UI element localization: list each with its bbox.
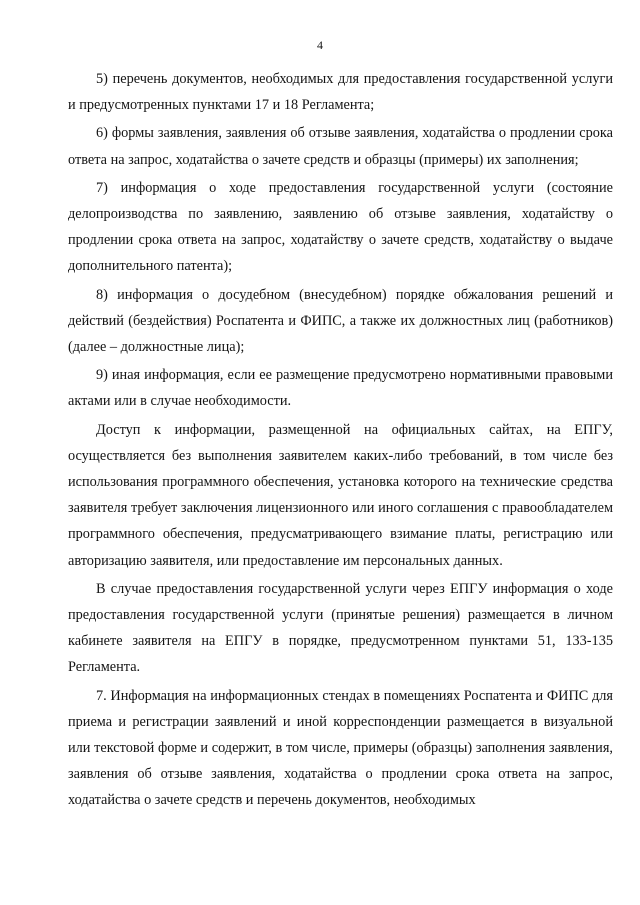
paragraph-item-6: 6) формы заявления, заявления об отзыве заявления, ходатайства о продлении срока ответа на запрос, ходатайства о зачете средств и образцы (примеры) их заполнения; bbox=[68, 125, 613, 168]
paragraph-access: Доступ к информации, размещенной на официальных сайтах, на ЕПГУ, осуществляется без выполнения заявителем каких-либо требований, в том числе без использования программного обеспечения, установка которого на технические средства заявителя требует заключения лицензионного или иного соглашения с правообладателем программного обеспечения, предусматривающего взимание платы, регистрацию или авторизацию заявителя, или предоставление им персональных данных. bbox=[68, 421, 613, 569]
paragraph-item-8: 8) информация о досудебном (внесудебном) порядке обжалования решений и действий (бездействия) Роспатента и ФИПС, а также их должностных лиц (работников) (далее – должностные лица); bbox=[68, 286, 613, 356]
paragraph-section-7: 7. Информация на информационных стендах в помещениях Роспатента и ФИПС для приема и регистрации заявлений и иной корреспонденции размещается в визуальной или текстовой форме и содержит, в том числе, примеры (образцы) заполнения заявления, заявления об отзыве заявления, ходатайства о продлении срока ответа на запрос, ходатайства о зачете средств и перечень документов, необходимых bbox=[68, 687, 613, 809]
document-body bbox=[68, 62, 613, 816]
paragraph-item-7: 7) информация о ходе предоставления государственной услуги (состояние делопроизводства по заявлению, заявлению об отзыве заявления, ходатайству о продлении срока ответа на запрос, ходатайству о зачете средств, ходатайству о выдаче дополнительного патента); bbox=[68, 179, 613, 275]
paragraph-epgu: В случае предоставления государственной услуги через ЕПГУ информация о ходе предоставления государственной услуги (принятые решения) размещается в личном кабинете заявителя на ЕПГУ в порядке, предусмотренном пунктами 51, 133-135 Регламента. bbox=[68, 580, 613, 676]
paragraph-item-5: 5) перечень документов, необходимых для предоставления государственной услуги и предусмотренных пунктами 17 и 18 Регламента; bbox=[68, 71, 613, 114]
paragraph-item-9: 9) иная информация, если ее размещение предусмотрено нормативными правовыми актами или в случае необходимости. bbox=[68, 367, 613, 410]
page-number: 4 bbox=[317, 38, 323, 52]
